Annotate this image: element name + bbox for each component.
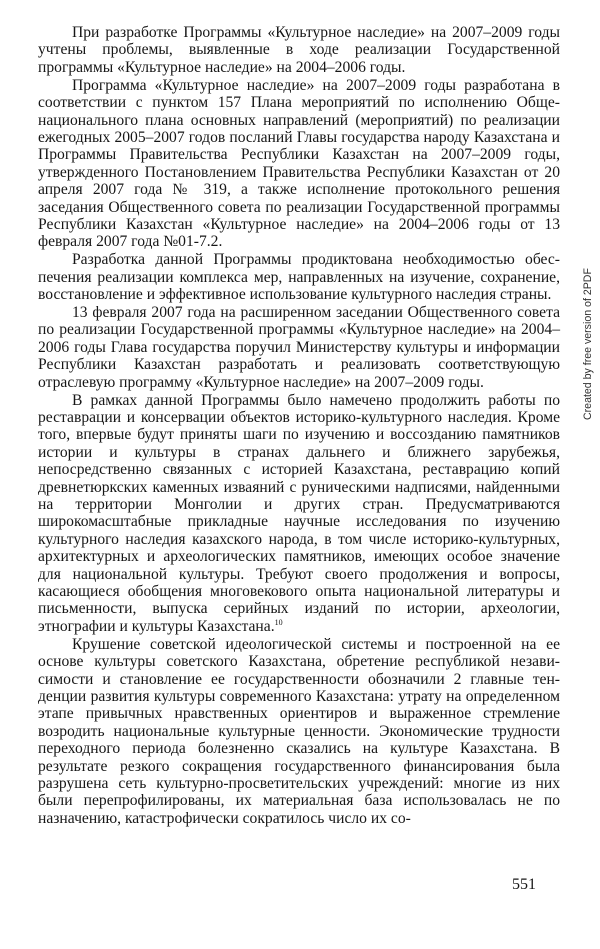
paragraph-program-development: При разработке Программы «Культурное наследие» на 2007–2009 годы учтены проблемы, выявленные в ходе реализации Государственной программы «Культурное наследие» на 2004–2006 годы. — [38, 24, 560, 76]
paragraph-council-meeting: 13 февраля 2007 года на расширенном заседании Общественного совета по реализации Государственной программы «Культурное наследие» на 2004–2006 годы Глава государства поручил Министерству культуры и информации Республики Казахстан разработать и реализовать соответствующую отраслевую программу «Культурное наследие» на 2007–2009 годы. — [38, 304, 560, 391]
side-watermark-text: Created by free version of 2PDF — [582, 268, 594, 420]
footnote-reference: 10 — [274, 617, 283, 627]
paragraph-program-scope-text: В рамках данной Программы было намечено продолжить работы по реставрации и консервации объектов историко-культурного наследия. Кроме того, впервые будут приняты шаги по изучению и воссозданию памятников истории и культуры в странах дальнего и ближнего зарубежья, непосредственно связанных с историей Казахстана, реставрацию копий древнетюркских каменных изваяний с руническими надписями, найденными на территории Монголии и других стран. Предусматриваются широкомасштабные прикладные научные исследования по изучению культурного наследия казахского народа, в том числе историко-культурных, архитектурных и археологических памятников, имеющих особое значение для национальной культуры. Требуют своего продолжения и вопросы, касающиеся обобщения многовекового опыта национальной литературы и письменности, выпуска серийных изданий по истории, археологии, этнографии и культуры Казахстана. — [38, 391, 560, 635]
page-number: 551 — [512, 876, 536, 893]
paragraph-program-basis: Программа «Культурное наследие» на 2007–2009 годы разработана в соответствии с пунктом 157 Плана мероприятий по исполнению Общенационального плана основных направлений (мероприятий) по реализации ежегодных 2005–2007 годов посланий Главы государства народу Казахстана и Программы Правительства Республики Казахстан на 2007–2009 годы, утвержденного Постановлением Правительства Республики Казахстан от 20 апреля 2007 года № 319, а также исполнение протокольного решения заседания Общественного совета по реализации Государственной программы Республики Казахстан «Культурное наследие» на 2004–2006 годы от 13 февраля 2007 года №01-7.2. — [38, 76, 560, 251]
document-page — [38, 24, 560, 827]
paragraph-program-purpose: Разработка данной Программы продиктована необходимостью обеспечения реализации комплекса мер, направленных на изучение, сохранение, восстановление и эффективное использование культурного наследия страны. — [38, 251, 560, 304]
paragraph-program-scope — [38, 392, 560, 636]
paragraph-soviet-collapse: Крушение советской идеологической системы и построенной на ее основе культуры советского Казахстана, обретение республикой независимости и становление ее государственности обозначили 2 главные тенденции развития культуры современного Казахстана: утрату на определенном этапе привычных нравственных ориентиров и выраженное стремление возродить национальные культурные ценности. Экономические трудности переходного периода болезненно сказались на культуре Казахстана. В результате резкого сокращения государственного финансирования была разрушена сеть культурно-просветительских учреждений: многие из них были перепрофилированы, их материальная база использовалась не по назначению, катастрофически сократилось число их со- — [38, 635, 560, 827]
